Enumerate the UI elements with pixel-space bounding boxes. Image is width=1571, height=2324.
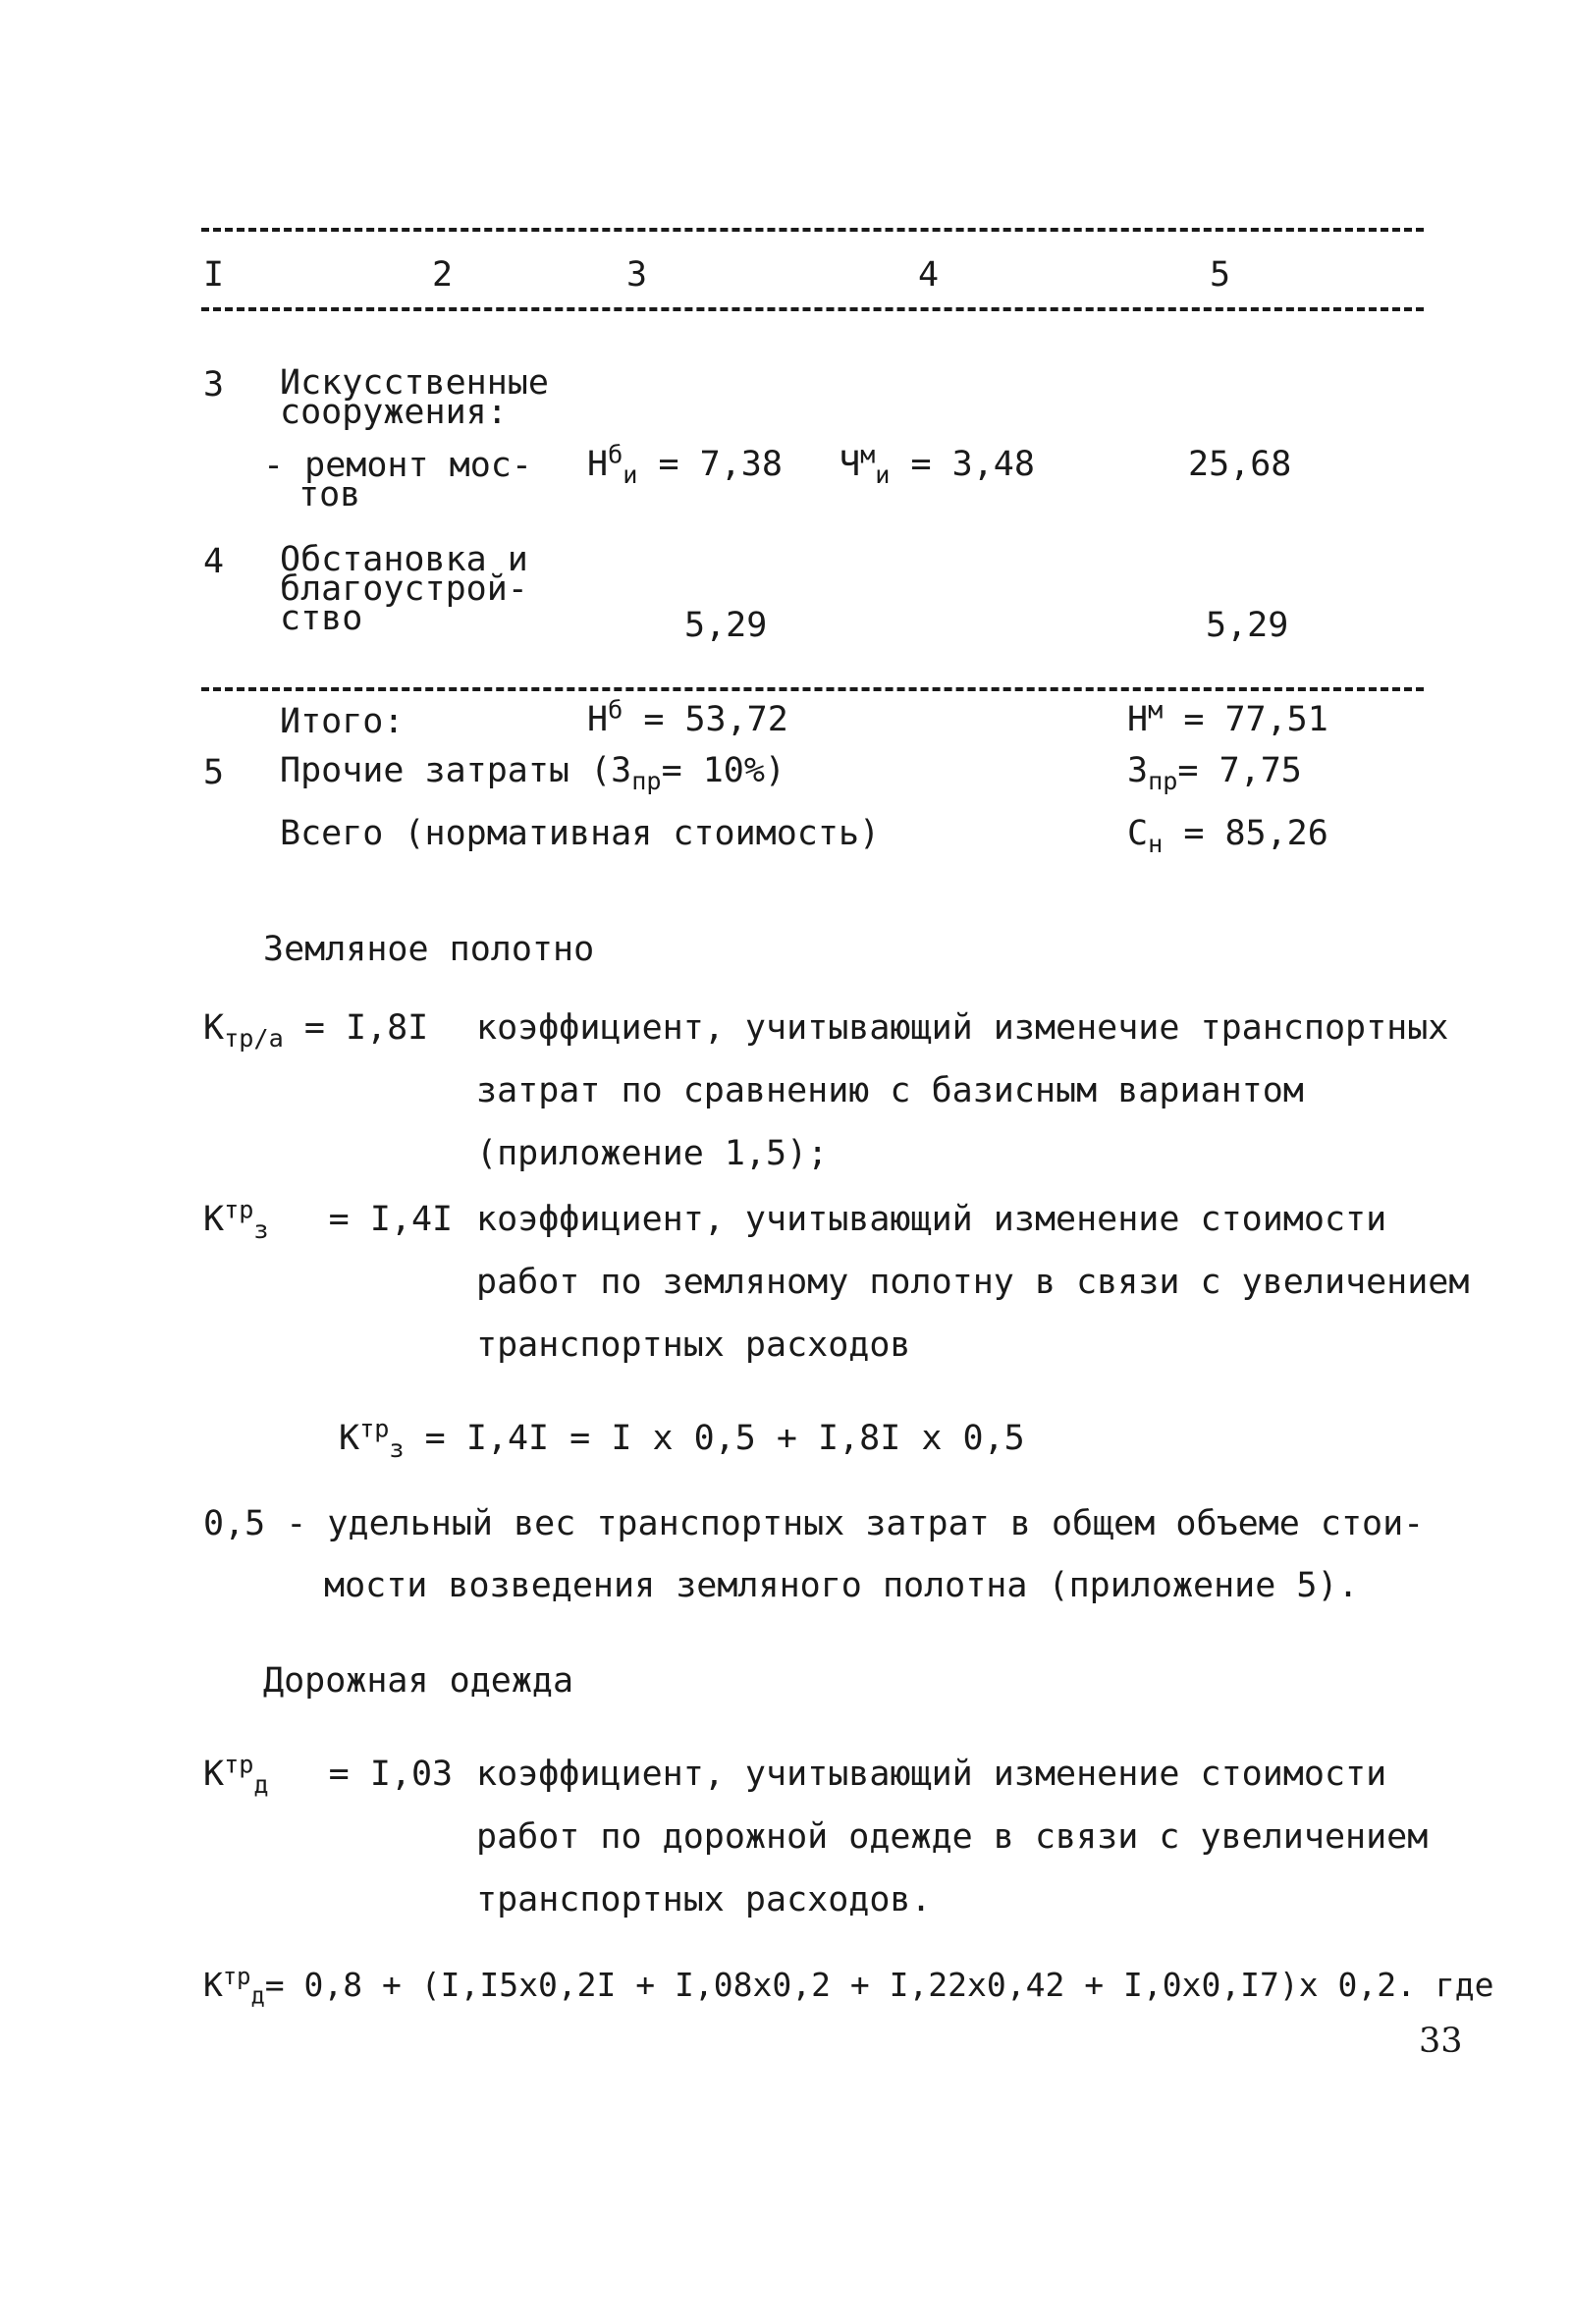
subscript: д bbox=[250, 1981, 265, 2010]
row-number: 4 bbox=[203, 542, 225, 581]
description-line: коэффициент, учитывающий изменение стоимости bbox=[476, 1755, 1387, 1794]
symbol: З bbox=[1127, 751, 1149, 790]
label-text: = 10%) bbox=[661, 751, 786, 790]
col-header-5: 5 bbox=[1210, 255, 1231, 295]
superscript: м bbox=[1148, 695, 1164, 725]
row-number: 3 bbox=[203, 365, 225, 405]
formula-rhs: = I,4I = I x 0,5 + I,8I x 0,5 bbox=[424, 1419, 1025, 1458]
symbol: К bbox=[203, 1966, 223, 2004]
description-line: затрат по сравнению с базисным вариантом bbox=[476, 1071, 1304, 1110]
description-line: транспортных расходов. bbox=[476, 1880, 932, 1919]
table-header-rule bbox=[201, 307, 1424, 311]
row-name bbox=[280, 542, 528, 636]
description-line: работ по дорожной одежде в связи с увеличением bbox=[476, 1817, 1429, 1857]
symbol: Н bbox=[587, 445, 609, 484]
description-line: (приложение 1,5); bbox=[476, 1134, 829, 1173]
superscript: б bbox=[608, 695, 623, 725]
note-line: мости возведения земляного полотна (приложение 5). bbox=[324, 1566, 1359, 1605]
subscript: д bbox=[253, 1770, 269, 1799]
symbol: К bbox=[339, 1419, 360, 1458]
subscript: и bbox=[623, 460, 638, 489]
section-heading: Дорожная одежда bbox=[263, 1661, 574, 1701]
other-costs-value bbox=[1127, 751, 1302, 795]
superscript: м bbox=[860, 440, 876, 469]
section-heading: Земляное полотно bbox=[263, 930, 595, 969]
superscript: б bbox=[608, 440, 623, 469]
value: = I,4I bbox=[328, 1200, 454, 1239]
symbol: Н bbox=[587, 700, 609, 739]
row-subitem-line: тов bbox=[298, 475, 361, 514]
coefficient-description bbox=[476, 1757, 1428, 1946]
subscript: з bbox=[389, 1434, 405, 1463]
total-basic bbox=[587, 695, 788, 739]
subscript: тр/а bbox=[224, 1024, 284, 1053]
row-name-line: Искусственные bbox=[280, 363, 549, 403]
col-header-1: I bbox=[203, 255, 225, 295]
subscript: и bbox=[875, 460, 891, 489]
value: = 7,75 bbox=[1177, 751, 1302, 790]
grand-total-label: Всего (нормативная стоимость) bbox=[280, 814, 881, 853]
value: = I,8I bbox=[303, 1008, 429, 1048]
symbol: К bbox=[203, 1008, 225, 1048]
symbol: Н bbox=[1127, 700, 1149, 739]
subscript: пр bbox=[1148, 767, 1178, 795]
totals-rule bbox=[201, 687, 1424, 691]
grand-total-value bbox=[1127, 814, 1328, 858]
description-line: коэффициент, учитывающий изменение стоимости bbox=[476, 1200, 1387, 1239]
formula bbox=[203, 1963, 1494, 2010]
superscript: тр bbox=[224, 1750, 254, 1779]
value: = 53,72 bbox=[643, 700, 788, 739]
description-line: транспортных расходов bbox=[476, 1325, 911, 1365]
col-header-2: 2 bbox=[432, 255, 454, 295]
table-top-rule bbox=[201, 228, 1424, 232]
superscript: тр bbox=[222, 1963, 251, 1990]
col-header-3: 3 bbox=[626, 255, 648, 295]
symbol: С bbox=[1127, 814, 1149, 853]
superscript: тр bbox=[359, 1414, 390, 1443]
value: = I,03 bbox=[328, 1755, 454, 1794]
basic-cost-value: 5,29 bbox=[684, 606, 768, 645]
coefficient-symbol bbox=[203, 1750, 454, 1799]
total-cell: 5,29 bbox=[1206, 606, 1289, 645]
row-name-line: сооружения: bbox=[280, 393, 508, 432]
row-name-line: Обстановка и bbox=[280, 540, 528, 579]
subscript: н bbox=[1148, 830, 1164, 858]
row-subitem-line: - ремонт мос- bbox=[263, 446, 532, 485]
col-header-4: 4 bbox=[918, 255, 940, 295]
other-costs-label bbox=[280, 751, 786, 795]
coefficient-symbol bbox=[203, 1195, 454, 1244]
description-line: коэффициент, учитывающий изменечие транспортных bbox=[476, 1008, 1449, 1048]
modified-cost-value bbox=[840, 440, 1035, 489]
page-number: 33 bbox=[1419, 2022, 1463, 2061]
formula-rhs: = 0,8 + (I,I5x0,2I + I,08x0,2 + I,22x0,42 + I,0x0,I7)x 0,2. где bbox=[264, 1966, 1494, 2004]
formula bbox=[339, 1414, 1025, 1463]
coefficient-description bbox=[476, 1008, 1449, 1200]
value: = 3,48 bbox=[910, 445, 1035, 484]
total-modified bbox=[1127, 695, 1328, 739]
basic-cost-value bbox=[587, 440, 783, 489]
row-number: 5 bbox=[203, 753, 225, 792]
row-name-line: благоустрой- bbox=[280, 569, 528, 609]
row-subitem bbox=[263, 448, 532, 513]
row-name bbox=[280, 365, 549, 430]
subscript: пр bbox=[631, 767, 662, 795]
row-name-line: ство bbox=[280, 599, 363, 638]
symbol: К bbox=[203, 1200, 225, 1239]
subscript: з bbox=[253, 1216, 269, 1244]
total-cell: 25,68 bbox=[1188, 445, 1292, 484]
superscript: тр bbox=[224, 1195, 254, 1224]
value: = 7,38 bbox=[658, 445, 783, 484]
coefficient-description bbox=[476, 1200, 1470, 1391]
note-line: 0,5 - удельный вес транспортных затрат в общем объеме стои- bbox=[203, 1504, 1425, 1543]
description-line: работ по земляному полотну в связи с увеличением bbox=[476, 1263, 1470, 1302]
value: = 77,51 bbox=[1183, 700, 1328, 739]
symbol: К bbox=[203, 1755, 225, 1794]
label-text: Прочие затраты (З bbox=[280, 751, 632, 790]
total-label: Итого: bbox=[280, 702, 405, 741]
coefficient-symbol bbox=[203, 1008, 429, 1053]
symbol: Ч bbox=[840, 445, 861, 484]
value: = 85,26 bbox=[1183, 814, 1328, 853]
